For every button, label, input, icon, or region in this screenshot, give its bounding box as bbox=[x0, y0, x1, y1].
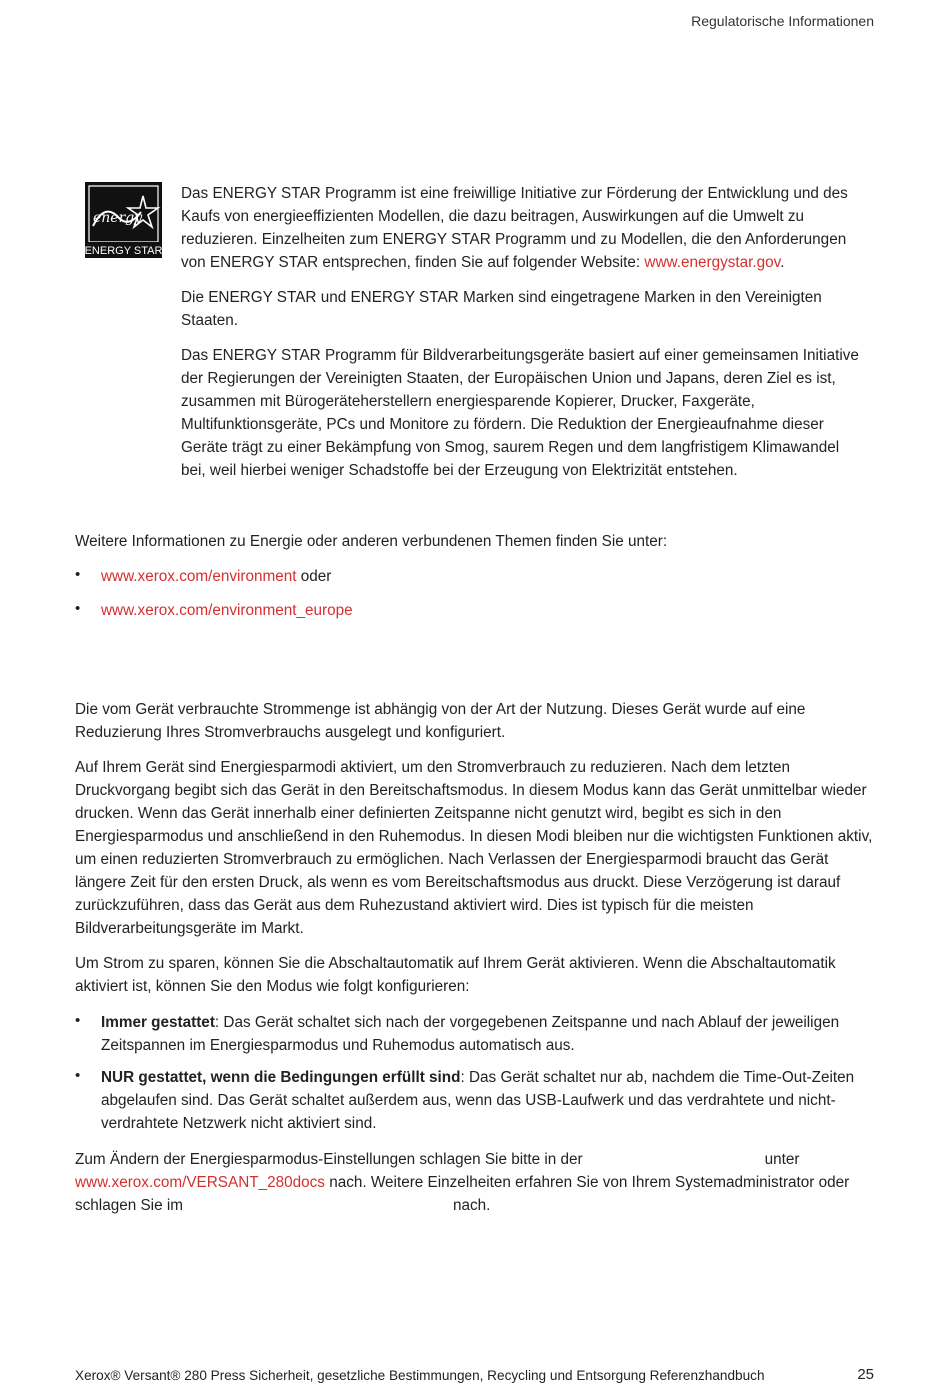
bullet-icon: • bbox=[75, 600, 81, 617]
bullet-icon: • bbox=[75, 566, 81, 583]
list-item: NUR gestattet, wenn die Bedingungen erfüllt sind: Das Gerät schaltet nur ab, nachdem die Time-Out-Zeiten abgelaufen sind. Das Gerät schaltet außerdem aus, wenn das USB-Laufwerk und das verdrahtete und nicht-verdrahtete Netzwerk nicht aktiviert sind. bbox=[101, 1069, 855, 1132]
logo-script-text: energy bbox=[93, 210, 143, 226]
energy-star-paragraph-2: Die ENERGY STAR und ENERGY STAR Marken sind eingetragene Marken in den Vereinigten Staaten. bbox=[181, 289, 822, 329]
power-paragraph-2: Auf Ihrem Gerät sind Energiesparmodi aktiviert, um den Stromverbrauch zu reduzieren. Nach dem letzten Druckvorgang begibt sich das Gerät in den Bereitschaftsmodus. In diesem Modus kann das Gerät unmittelbar wieder drucken. Wenn das Gerät innerhalb einer definierten Zeitspanne nicht genutzt wird, begibt es sich in den Energiesparmodus und anschließend in den Ruhemodus. In diesen Modi bleiben nur die wichtigsten Funktionen aktiv, um einen reduzierten Stromverbrauch zu ermöglichen. Nach Verlassen der Energiesparmodi braucht das Gerät längere Zeit für den ersten Druck, als wenn es vom Bereitschaftsmodus aus druckt. Diese Verzögerung ist darauf zurückzuführen, dass das Gerät aus dem Ruhezustand aktiviert wird. Dies ist typisch für die meisten Bildverarbeitungsgeräte im Markt. bbox=[75, 759, 873, 937]
energy-star-section bbox=[181, 182, 866, 482]
environment-link[interactable]: www.xerox.com/environment bbox=[101, 568, 297, 585]
energy-star-paragraph-3: Das ENERGY STAR Programm für Bildverarbeitungsgeräte basiert auf einer gemeinsamen Initiative der Regierungen der Vereinigten Staaten, der Europäischen Union und Japans, deren Ziel es ist, zusammen mit Bürogeräteherstellern energiesparende Kopierer, Drucker, Faxgeräte, Multifunktionsgeräte, PCs und Monitore zu fördern. Die Reduktion der Energieaufnahme dieser Geräte trägt zu einer Bekämpfung von Smog, saurem Regen und dem langfristigem Klimawandel bei, weil hierbei weniger Schadstoffe bei der Erzeugung von Elektrizität entstehen. bbox=[181, 347, 859, 479]
power-section bbox=[75, 698, 875, 998]
list-item bbox=[101, 599, 353, 622]
logo-label: ENERGY STAR bbox=[85, 245, 162, 257]
footer-text: Xerox® Versant® 280 Press Sicherheit, gesetzliche Bestimmungen, Recycling und Entsorgung Referenzhandbuch bbox=[75, 1368, 765, 1383]
bullet-icon: • bbox=[75, 1012, 81, 1029]
energystar-link[interactable]: www.energystar.gov bbox=[644, 254, 781, 271]
bullet-icon: • bbox=[75, 1067, 81, 1084]
more-info-intro: Weitere Informationen zu Energie oder anderen verbundenen Themen finden Sie unter: bbox=[75, 533, 668, 550]
energy-star-logo bbox=[85, 182, 162, 258]
energy-star-paragraph-1: Das ENERGY STAR Programm ist eine freiwillige Initiative zur Förderung der Entwicklung und des Kaufs von energieeffizienten Modellen, die dazu beitragen, Auswirkungen auf die Umwelt zu reduzieren. Einzelheiten zum ENERGY STAR Programm und zu Modellen, die den Anforderungen von ENERGY STAR entsprechen, finden Sie auf folgender Website: www.energystar.gov. bbox=[181, 185, 848, 271]
running-header: Regulatorische Informationen bbox=[691, 13, 874, 29]
versant-docs-link[interactable]: www.xerox.com/VERSANT_280docs bbox=[75, 1174, 325, 1191]
power-paragraph-1: Die vom Gerät verbrauchte Strommenge ist abhängig von der Art der Nutzung. Dieses Gerät wurde auf eine Reduzierung Ihres Stromverbrauchs ausgelegt und konfiguriert. bbox=[75, 701, 806, 741]
power-paragraph-3: Um Strom zu sparen, können Sie die Abschaltautomatik auf Ihrem Gerät aktivieren. Wenn die Abschaltautomatik aktiviert ist, können Sie den Modus wie folgt konfigurieren: bbox=[75, 955, 836, 995]
environment-europe-link[interactable]: www.xerox.com/environment_europe bbox=[101, 602, 353, 619]
power-paragraph-4: Zum Ändern der Energiesparmodus-Einstellungen schlagen Sie bitte in der unter www.xerox.com/VERSANT_280docs nach. Weitere Einzelheiten erfahren Sie von Ihrem Systemadministrator oder schlagen Sie im nach. bbox=[75, 1151, 850, 1214]
list-item: Immer gestattet: Das Gerät schaltet sich nach der vorgegebenen Zeitspanne und nach Ablauf der jeweiligen Zeitspannen im Energiesparmodus und Ruhemodus automatisch aus. bbox=[101, 1014, 840, 1054]
page-number: 25 bbox=[857, 1366, 874, 1383]
list-item: www.xerox.com/environment oder bbox=[101, 568, 332, 585]
